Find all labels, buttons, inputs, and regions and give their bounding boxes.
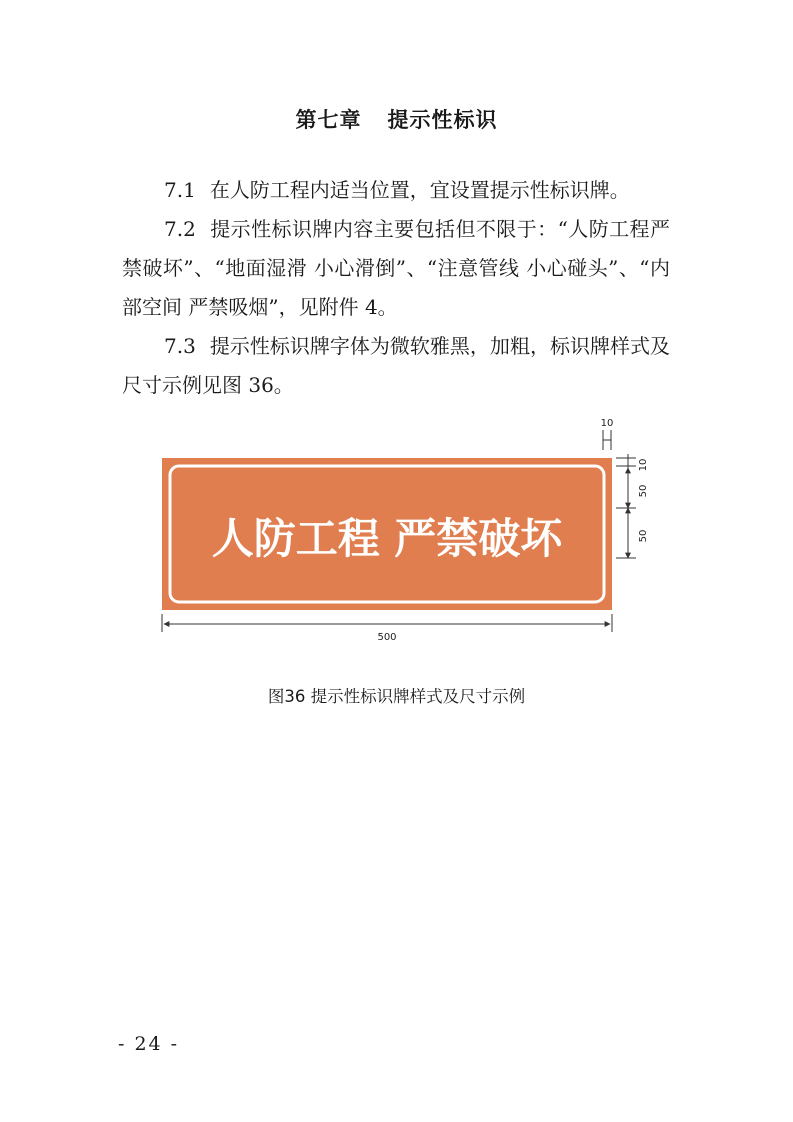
figure-caption: 图36 提示性标识牌样式及尺寸示例 bbox=[267, 687, 526, 706]
clause-number: 7.3 bbox=[164, 334, 196, 358]
dim-right-label-2: 50 bbox=[638, 484, 649, 498]
paragraph-7-1 bbox=[122, 171, 670, 210]
sign-text: 人防工程 严禁破坏 bbox=[211, 514, 563, 563]
clause-text: 在人防工程内适当位置，宜设置提示性标识牌。 bbox=[209, 178, 630, 202]
clause-number: 7.1 bbox=[164, 178, 196, 202]
page-number: - 24 - bbox=[118, 1033, 180, 1055]
chapter-title: 提示性标识 bbox=[387, 108, 498, 132]
sign-dimension-drawing bbox=[150, 410, 670, 650]
clause-number: 7.2 bbox=[164, 217, 196, 241]
clause-text: 提示性标识牌字体为微软雅黑，加粗，标识牌样式及尺寸示例见图 36。 bbox=[122, 334, 670, 397]
paragraph-7-3 bbox=[122, 327, 670, 405]
chapter-heading bbox=[0, 104, 793, 134]
paragraph-7-2 bbox=[122, 210, 670, 327]
dim-top-label: 10 bbox=[600, 418, 614, 429]
dim-bottom-label: 500 bbox=[377, 632, 397, 643]
chapter-number: 第七章 bbox=[295, 108, 362, 132]
clause-text: 提示性标识牌内容主要包括但不限于：“人防工程严禁破坏”、“地面湿滑 小心滑倒”、“注意管线 小心碰头”、“内部空间 严禁吸烟”，见附件 4。 bbox=[122, 217, 670, 319]
dim-right-label-3: 50 bbox=[638, 529, 649, 543]
sign-figure bbox=[150, 410, 670, 650]
dim-right-label-1: 10 bbox=[638, 458, 649, 472]
